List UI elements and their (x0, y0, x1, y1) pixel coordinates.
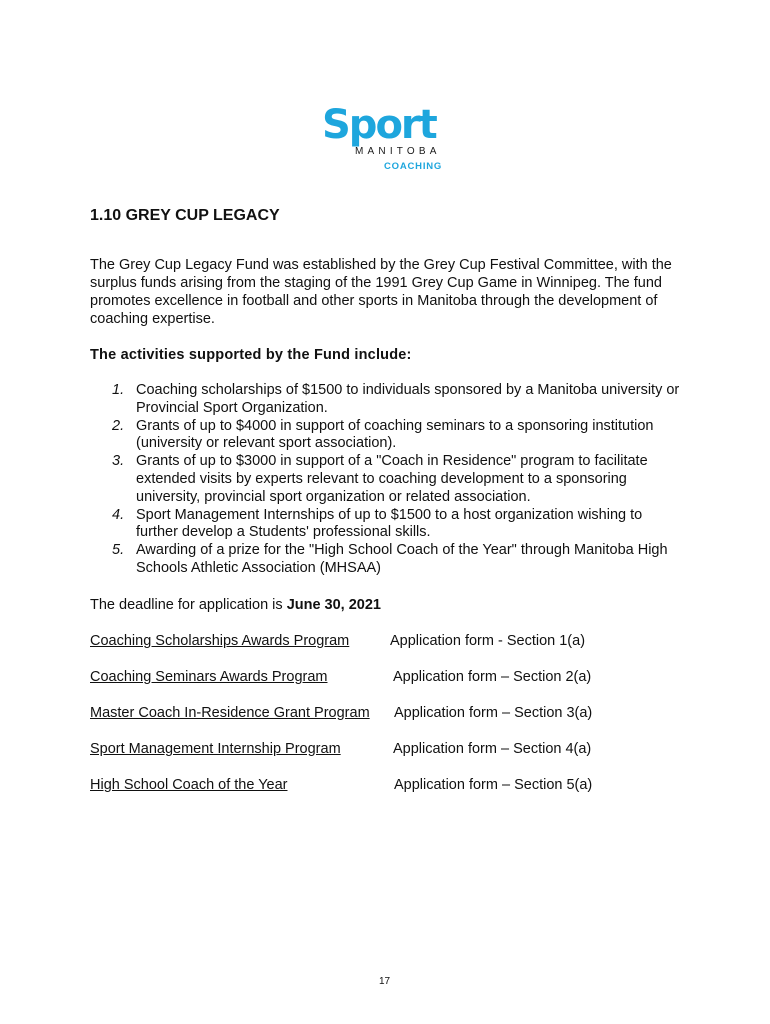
logo-wordmark-sport: Sport (322, 102, 436, 148)
list-item-text: Sport Management Internships of up to $1500 to a host organization wishing to further develop a Students' professional skills. (136, 506, 643, 541)
application-form-label: Application form – Section 4(a) (393, 741, 592, 757)
list-item-number: 1. (112, 382, 125, 398)
list-item-text: Coaching scholarships of $1500 to individuals sponsored by a Manitoba university or Provincial Sport Organization. (136, 382, 680, 416)
section-heading: 1.10 GREY CUP LEGACY (90, 207, 280, 224)
program-link-high-school-coach[interactable]: High School Coach of the Year (90, 777, 288, 793)
program-row (90, 740, 690, 760)
sport-manitoba-coaching-logo (322, 102, 452, 176)
program-row (90, 704, 690, 724)
application-form-label: Application form – Section 2(a) (393, 669, 592, 685)
list-item (90, 542, 686, 578)
program-link-coaching-seminars[interactable]: Coaching Seminars Awards Program (90, 669, 328, 685)
program-link-coaching-scholarships[interactable]: Coaching Scholarships Awards Program (90, 633, 350, 649)
list-item-number: 2. (112, 417, 125, 434)
activities-list (90, 382, 686, 578)
application-form-label: Application form – Section 3(a) (394, 705, 593, 721)
deadline-line (90, 596, 381, 614)
list-item (90, 507, 686, 543)
list-item-number: 4. (112, 506, 125, 523)
deadline-date: June 30, 2021 (286, 597, 382, 613)
activities-heading: The activities supported by the Fund include: (90, 347, 412, 363)
list-item (90, 418, 686, 454)
program-row (90, 776, 690, 796)
program-link-sport-management-internship[interactable]: Sport Management Internship Program (90, 741, 341, 757)
program-row (90, 668, 690, 688)
logo-wordmark-manitoba: MANITOBA (355, 146, 441, 157)
application-form-label: Application form – Section 5(a) (394, 777, 593, 793)
program-row (90, 632, 690, 652)
program-link-master-coach[interactable]: Master Coach In-Residence Grant Program (90, 705, 370, 721)
intro-paragraph: The Grey Cup Legacy Fund was established by the Grey Cup Festival Committee, with the surplus funds arising from the staging of the 1991 Grey Cup Game in Winnipeg. The fund promotes excellence in football and other sports in Manitoba through the development of coaching expertise. (90, 257, 672, 327)
list-item (90, 382, 686, 418)
list-item (90, 453, 686, 506)
deadline-prefix: The deadline for application is (90, 597, 287, 613)
list-item-number: 5. (112, 542, 125, 559)
page-number: 17 (379, 976, 391, 987)
list-item-number: 3. (112, 453, 125, 470)
application-form-label: Application form - Section 1(a) (390, 633, 586, 649)
logo-wordmark-coaching: COACHING (384, 161, 443, 172)
list-item-text: Grants of up to $3000 in support of a "Coach in Residence" program to facilitate extended visits by experts relevant to coaching development to a sponsoring university, provincial sport organization or related association. (136, 453, 648, 505)
list-item-text: Awarding of a prize for the "High School Coach of the Year" through Manitoba High Schools Athletic Association (MHSAA) (136, 542, 668, 576)
list-item-text: Grants of up to $4000 in support of coaching seminars to a sponsoring institution (university or relevant sport association). (136, 417, 654, 452)
